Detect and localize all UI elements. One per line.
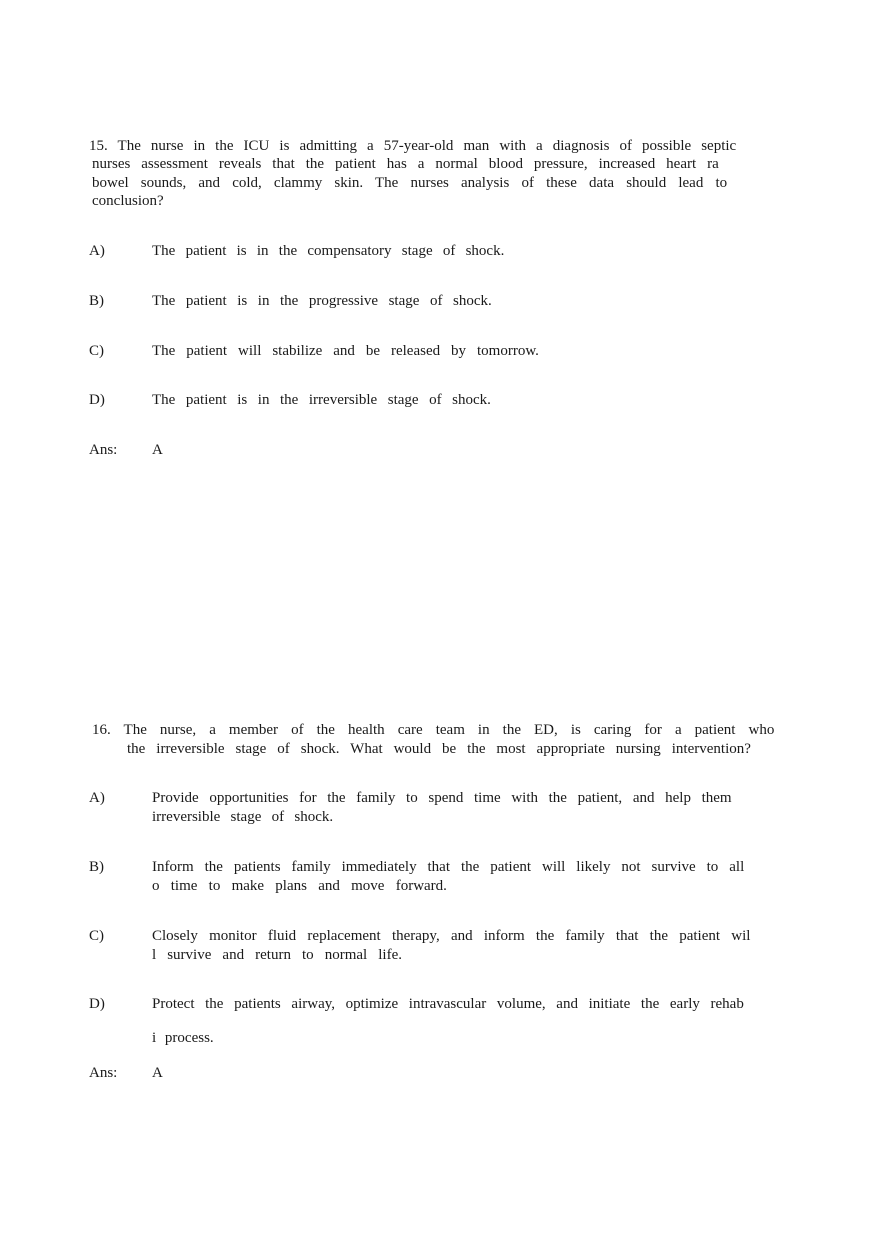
answer-label: Ans: [89, 442, 118, 458]
question-stem-line: conclusion? [92, 193, 164, 209]
option-label: B) [89, 293, 104, 309]
answer-label: Ans: [89, 1065, 118, 1081]
option-text: The patient will stabilize and be released by tomorrow. [152, 343, 539, 359]
answer-value: A [152, 1065, 163, 1081]
option-text: The patient is in the compensatory stage of shock. [152, 243, 505, 259]
question-stem-line: the irreversible stage of shock. What would be the most appropriate nursing intervention? [127, 741, 751, 757]
question-stem-line: nurses assessment reveals that the patient has a normal blood pressure, increased heart ra [92, 156, 719, 172]
option-text: Provide opportunities for the family to spend time with the patient, and help them [152, 790, 732, 806]
option-text: Closely monitor fluid replacement therapy, and inform the family that the patient wil [152, 928, 751, 944]
option-label: C) [89, 343, 104, 359]
option-label: D) [89, 996, 105, 1012]
option-text: Inform the patients family immediately that the patient will likely not survive to all [152, 859, 745, 875]
option-label: A) [89, 243, 105, 259]
option-label: D) [89, 392, 105, 408]
answer-value: A [152, 442, 163, 458]
option-text: The patient is in the irreversible stage of shock. [152, 392, 491, 408]
option-text: irreversible stage of shock. [152, 809, 334, 825]
question-stem-line: bowel sounds, and cold, clammy skin. The nurses analysis of these data should lead to [92, 175, 728, 191]
option-text: o time to make plans and move forward. [152, 878, 447, 894]
option-text: The patient is in the progressive stage of shock. [152, 293, 492, 309]
question-stem-line: 16. The nurse, a member of the health care team in the ED, is caring for a patient who [92, 722, 775, 738]
option-text: Protect the patients airway, optimize intravascular volume, and initiate the early rehab [152, 996, 744, 1012]
option-label: B) [89, 859, 104, 875]
option-label: A) [89, 790, 105, 806]
question-stem-line: 15. The nurse in the ICU is admitting a 57-year-old man with a diagnosis of possible septic [89, 138, 737, 154]
option-text: l survive and return to normal life. [152, 947, 402, 963]
option-label: C) [89, 928, 104, 944]
option-text: i process. [152, 1030, 214, 1046]
